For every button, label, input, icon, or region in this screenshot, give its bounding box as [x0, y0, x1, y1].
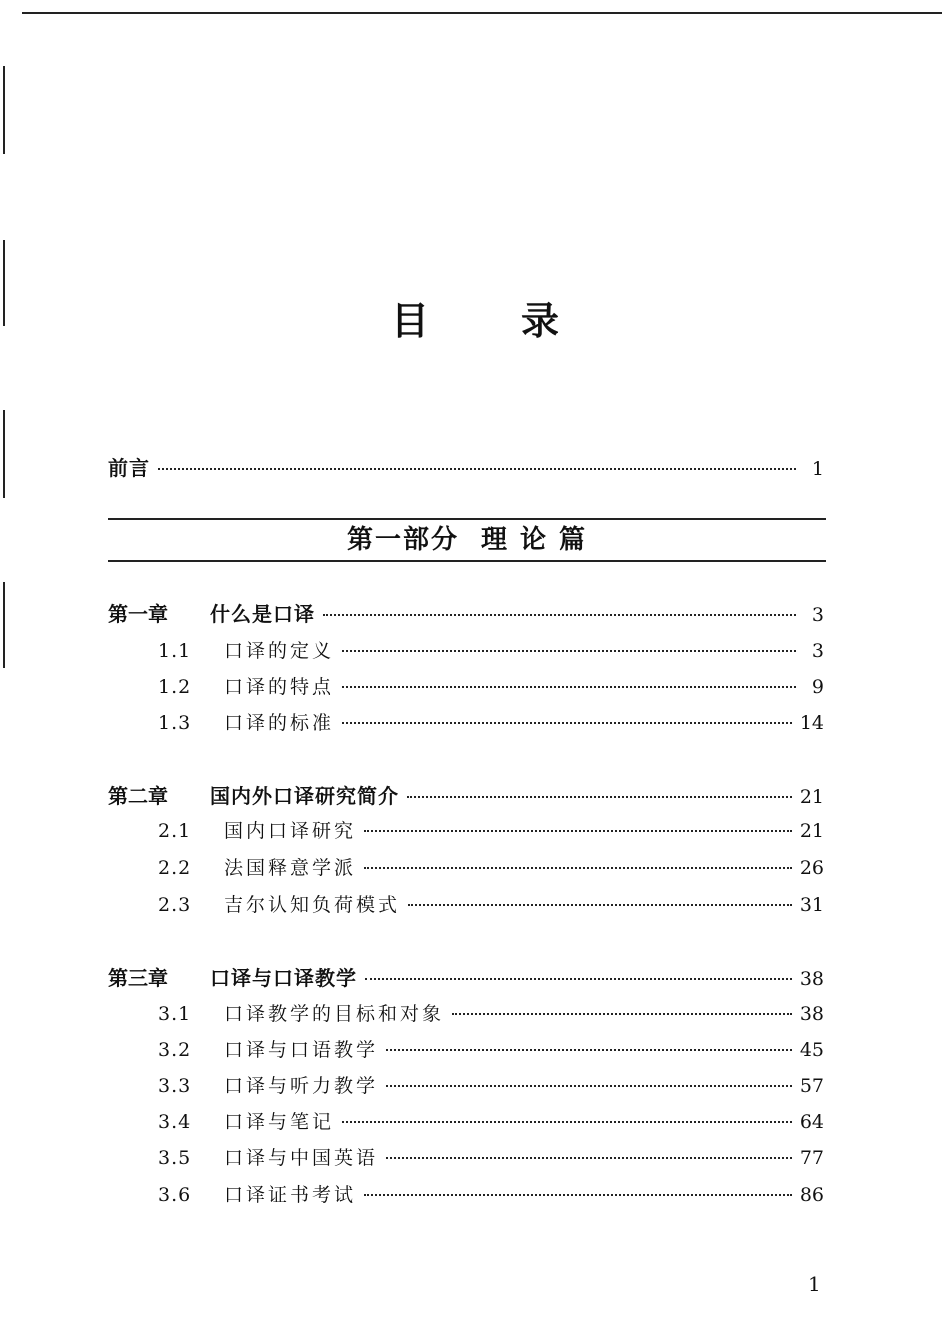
leader-dots [342, 650, 796, 652]
leader-dots [364, 1194, 792, 1196]
section-title: 口译与听力教学 [224, 1075, 379, 1097]
section-title: 口译与笔记 [224, 1111, 335, 1133]
leader-dots [365, 978, 792, 980]
section-title: 口译的特点 [224, 676, 335, 698]
section-page: 31 [799, 894, 824, 916]
section-page: 14 [799, 712, 824, 734]
toc-section[interactable] [108, 672, 824, 700]
leader-dots [452, 1013, 792, 1015]
toc-section[interactable] [108, 853, 824, 881]
part-label: 第一部分 [346, 525, 459, 555]
chapter-title: 什么是口译 [210, 602, 315, 626]
section-number: 1.2 [158, 676, 192, 698]
chapter-page: 38 [799, 968, 824, 990]
toc-entry-title: 前言 [108, 456, 150, 480]
section-page: 9 [811, 676, 824, 698]
toc-section[interactable] [108, 1180, 824, 1208]
top-rule [22, 12, 942, 14]
chapter-title: 国内外口译研究简介 [210, 784, 399, 808]
section-page: 3 [811, 640, 824, 662]
section-number: 2.2 [158, 857, 192, 879]
section-number: 1.1 [158, 640, 192, 662]
toc-entry-preface[interactable] [108, 452, 824, 480]
scan-mark [3, 582, 5, 668]
toc-chapter[interactable] [108, 962, 824, 990]
leader-dots [407, 796, 792, 798]
section-title: 口译证书考试 [224, 1184, 357, 1206]
chapter-page: 21 [799, 786, 824, 808]
section-number: 1.3 [158, 712, 192, 734]
part-title: 理 论 篇 [480, 525, 588, 555]
section-title: 口译与口语教学 [224, 1039, 379, 1061]
page-number: 1 [808, 1272, 821, 1296]
section-page: 64 [799, 1111, 824, 1133]
section-title: 口译的定义 [224, 640, 335, 662]
chapter-number: 第一章 [108, 602, 168, 626]
scan-mark [3, 66, 5, 154]
chapter-number: 第三章 [108, 966, 168, 990]
leader-dots [364, 830, 792, 832]
section-title: 吉尔认知负荷模式 [224, 894, 401, 916]
toc-section[interactable] [108, 1107, 824, 1135]
chapter-page: 3 [811, 604, 824, 626]
toc-section[interactable] [108, 708, 824, 736]
section-number: 3.6 [158, 1184, 192, 1206]
section-title: 法国释意学派 [224, 857, 357, 879]
chapter-title: 口译与口译教学 [210, 966, 357, 990]
leader-dots [386, 1049, 792, 1051]
chapter-number: 第二章 [108, 784, 168, 808]
section-number: 3.4 [158, 1111, 192, 1133]
section-title: 口译的标准 [224, 712, 335, 734]
leader-dots [408, 904, 792, 906]
toc-section[interactable] [108, 999, 824, 1027]
toc-chapter[interactable] [108, 598, 824, 626]
section-title: 国内口译研究 [224, 820, 357, 842]
section-page: 45 [799, 1039, 824, 1061]
scan-mark [3, 410, 5, 498]
toc-chapter[interactable] [108, 780, 824, 808]
section-number: 3.2 [158, 1039, 192, 1061]
page-title-char: 录 [521, 299, 560, 343]
page-title [0, 296, 950, 346]
section-page: 57 [799, 1075, 824, 1097]
leader-dots [342, 1121, 792, 1123]
section-page: 86 [799, 1184, 824, 1206]
toc-section[interactable] [108, 816, 824, 844]
section-number: 3.3 [158, 1075, 192, 1097]
part-rule-top [108, 518, 826, 520]
section-page: 77 [799, 1147, 824, 1169]
leader-dots [364, 867, 792, 869]
section-title: 口译与中国英语 [224, 1147, 379, 1169]
leader-dots [158, 468, 796, 470]
toc-section[interactable] [108, 1143, 824, 1171]
toc-section[interactable] [108, 890, 824, 918]
section-page: 26 [799, 857, 824, 879]
section-page: 21 [799, 820, 824, 842]
section-number: 2.1 [158, 820, 192, 842]
part-rule-bottom [108, 560, 826, 562]
section-number: 2.3 [158, 894, 192, 916]
toc-section[interactable] [108, 1035, 824, 1063]
section-page: 38 [799, 1003, 824, 1025]
leader-dots [386, 1085, 792, 1087]
leader-dots [323, 614, 796, 616]
toc-entry-page: 1 [811, 458, 824, 480]
section-title: 口译教学的目标和对象 [224, 1003, 445, 1025]
section-number: 3.1 [158, 1003, 192, 1025]
leader-dots [342, 686, 796, 688]
section-number: 3.5 [158, 1147, 192, 1169]
toc-section[interactable] [108, 636, 824, 664]
page-title-char: 目 [390, 299, 429, 343]
leader-dots [342, 722, 792, 724]
toc-section[interactable] [108, 1071, 824, 1099]
part-header [108, 522, 826, 558]
leader-dots [386, 1157, 792, 1159]
